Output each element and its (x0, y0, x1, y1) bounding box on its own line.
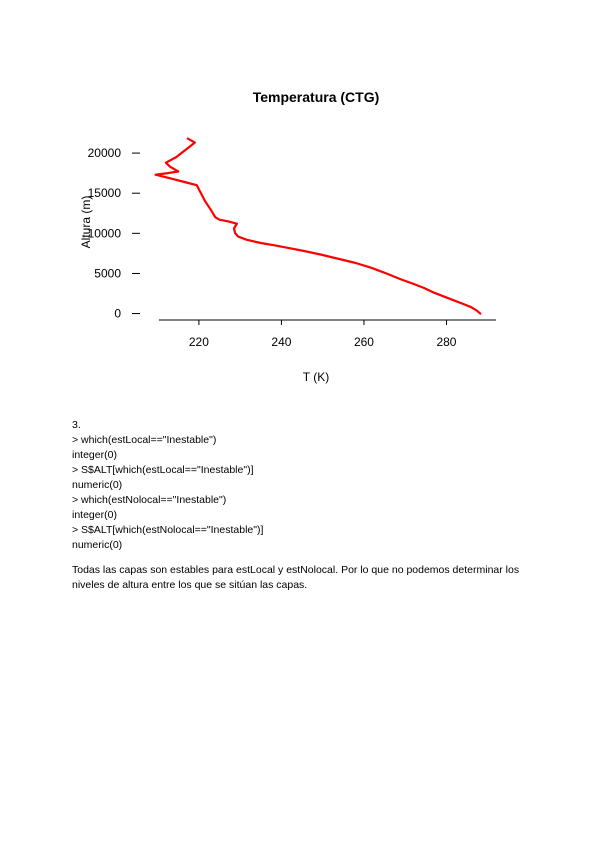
y-tick-label: 5000 (94, 266, 121, 281)
y-tick-label: 20000 (87, 146, 121, 161)
temperature-profile-line (156, 139, 481, 314)
x-tick-label: 220 (188, 335, 209, 349)
chart-title: Temperatura (CTG) (252, 89, 380, 105)
x-axis-title: T (K) (302, 370, 330, 384)
console-line: > S$ALT[which(estLocal=="Inestable")] (72, 464, 254, 476)
x-axis (159, 320, 496, 349)
temperature-chart (0, 0, 600, 400)
conclusion-paragraph: Todas las capas son estables para estLocal y estNolocal. Por lo que no podemos determinar los niveles de altura entre los que se sitúan las capas. (72, 564, 520, 591)
console-line: numeric(0) (72, 479, 123, 491)
y-axis (88, 146, 140, 321)
x-tick-label: 280 (436, 335, 457, 349)
x-tick-label: 260 (353, 335, 374, 349)
x-tick-label: 240 (271, 335, 292, 349)
console-line: numeric(0) (72, 539, 123, 551)
console-line: > which(estLocal=="Inestable") (72, 434, 217, 446)
console-line: > S$ALT[which(estNolocal=="Inestable")] (72, 524, 264, 536)
console-line: integer(0) (72, 509, 117, 521)
console-line: integer(0) (72, 449, 117, 461)
r-console-output (72, 418, 263, 553)
y-tick-label: 10000 (87, 226, 121, 241)
y-tick-label: 15000 (87, 186, 121, 201)
console-line: > which(estNolocal=="Inestable") (72, 494, 227, 506)
y-tick-label: 0 (114, 306, 121, 321)
console-line: 3. (72, 419, 81, 431)
y-axis-title: Altura (m) (79, 195, 93, 249)
